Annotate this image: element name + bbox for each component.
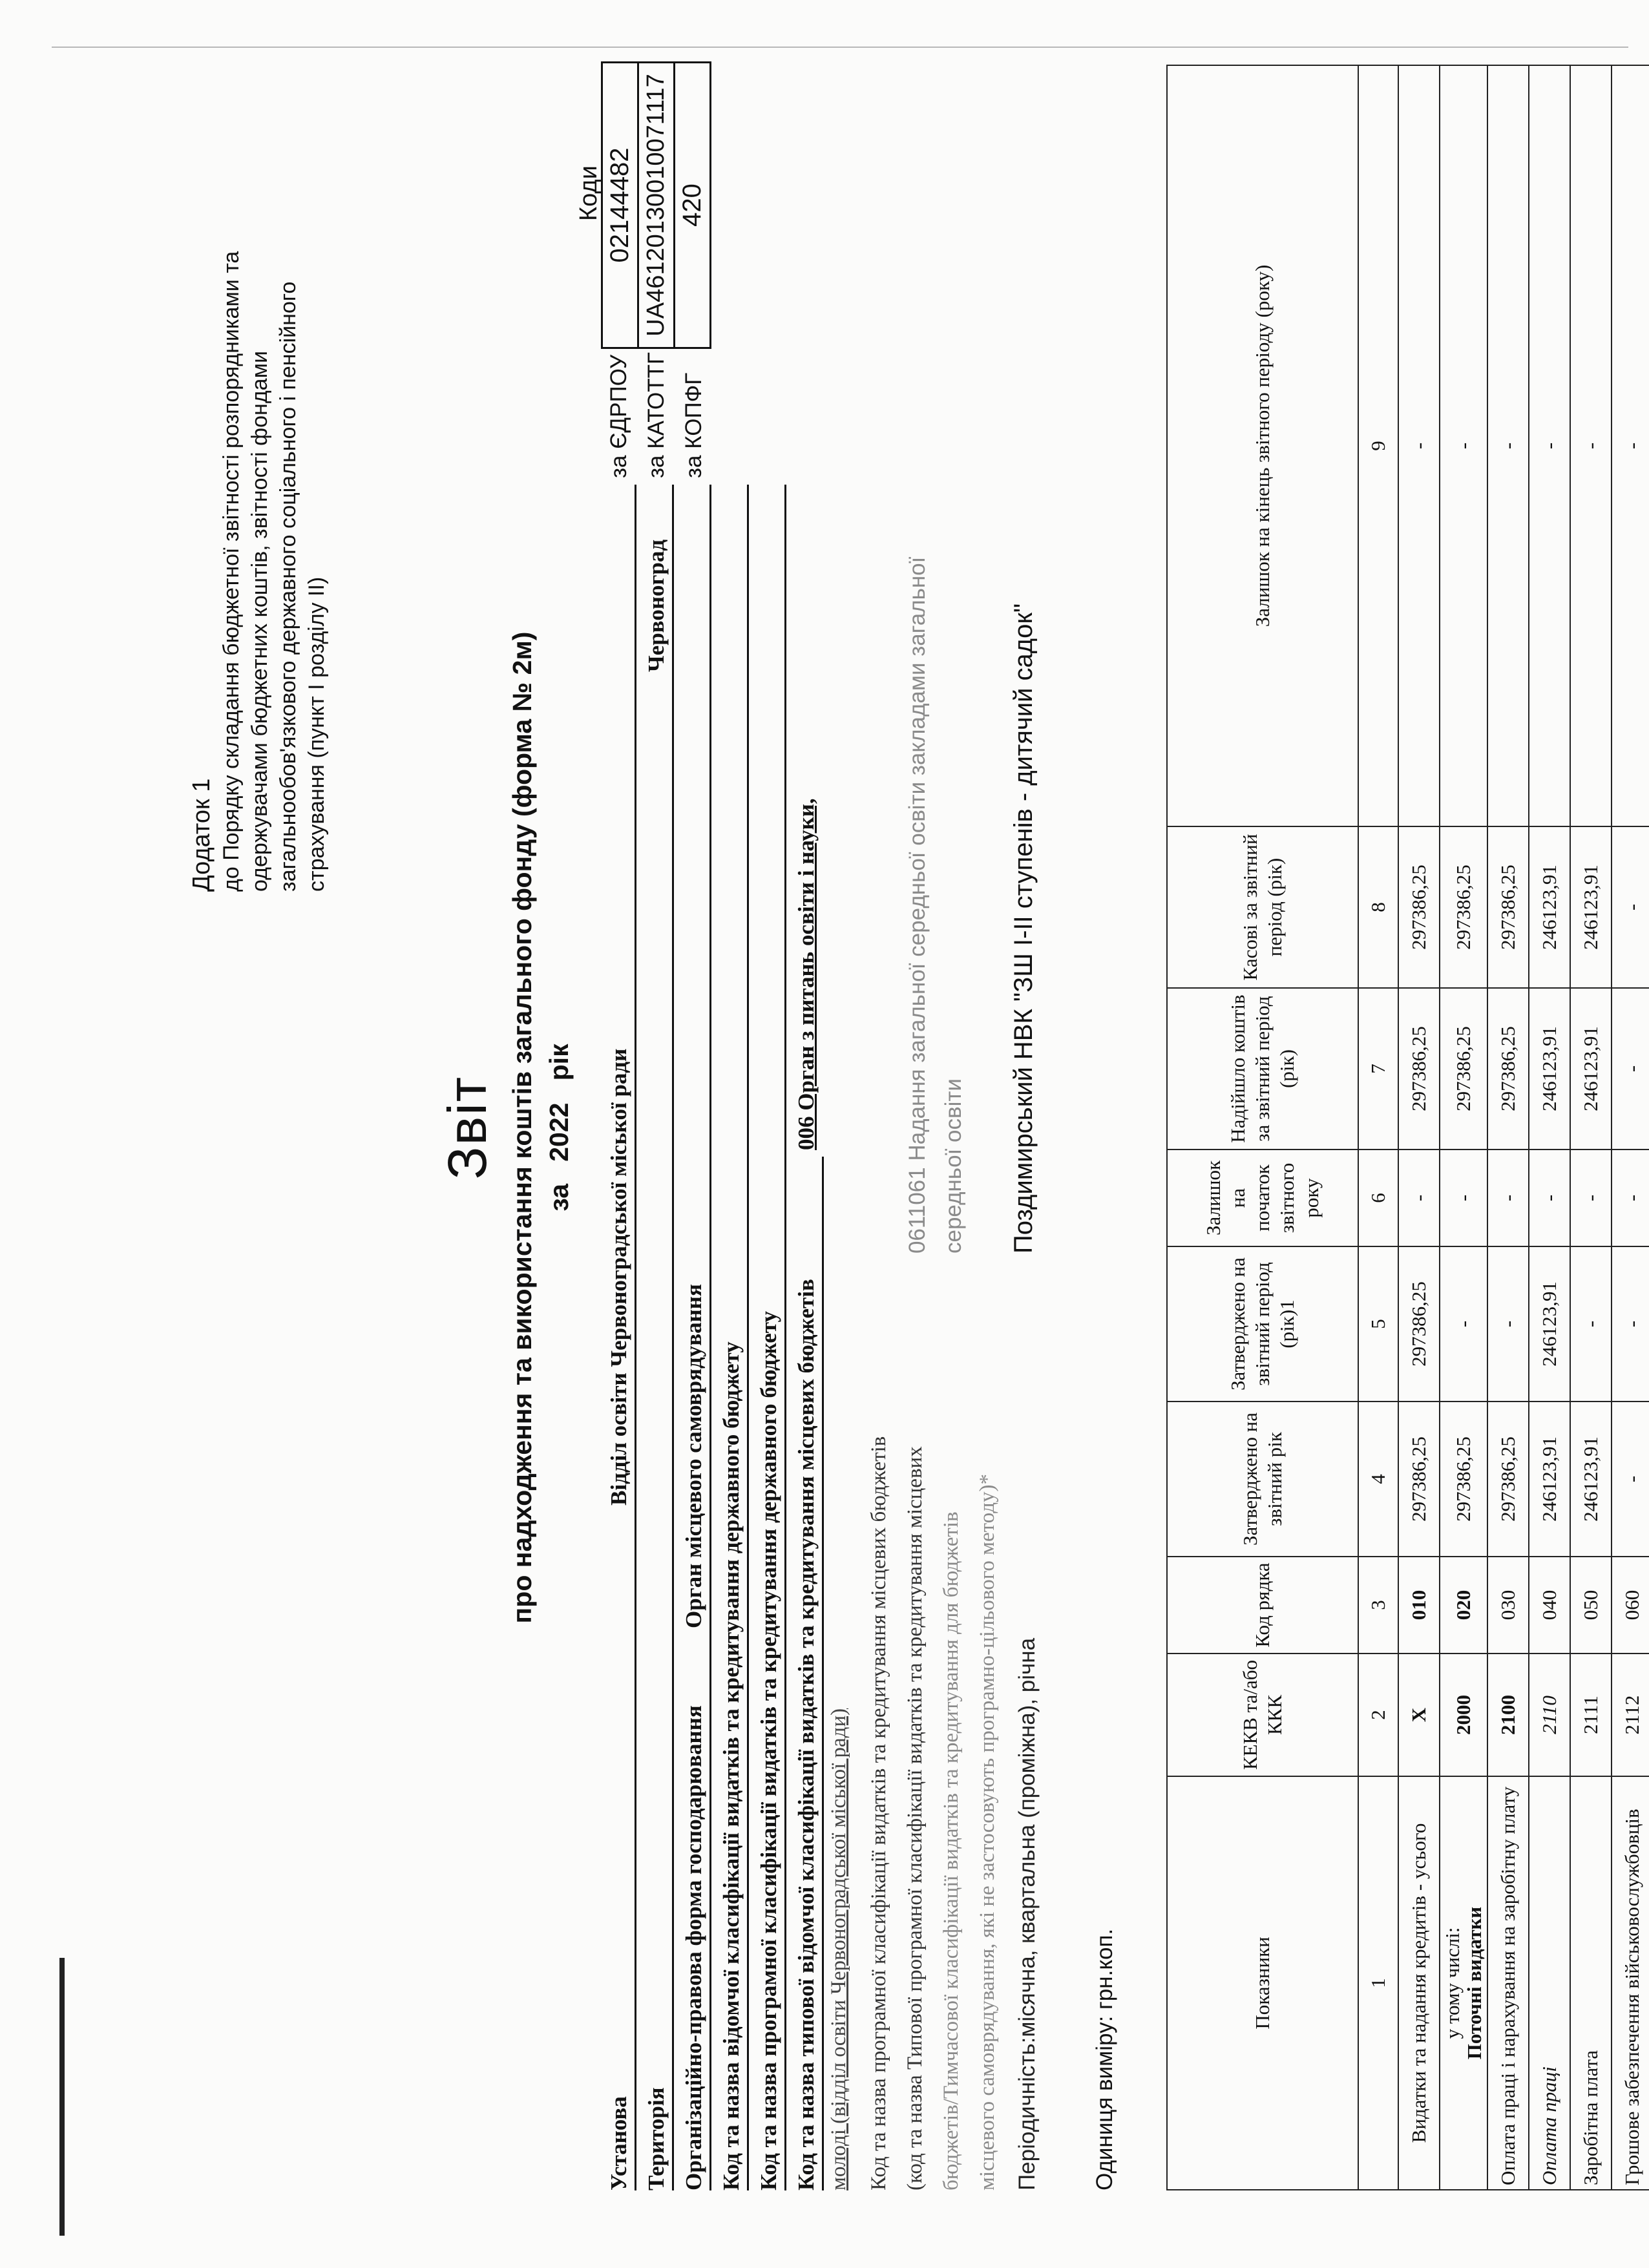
underline (784, 485, 786, 2190)
table-row (1440, 65, 1487, 2190)
rotated-document (84, 45, 1649, 2210)
typical-dept-label: Код та назва типової відомчої класифікації видатків та кредитування місцевих бюджетів (793, 1279, 819, 2190)
scan-binding-mark (59, 1958, 65, 2236)
row-code: 050 (1570, 1557, 1612, 1654)
row-kekv: 2100 (1487, 1654, 1529, 1776)
row-name: Грошове забезпечення військовослужбовців (1612, 1776, 1649, 2190)
addendum-title: Додаток 1 (188, 778, 215, 892)
col-header: Залишок на початок звітного року (1167, 1150, 1358, 1246)
program-label-line3: бюджетів/Тимчасової класифікації видатків та кредитування для бюджетів (940, 1511, 963, 2190)
row-value: - (1440, 1246, 1487, 1402)
row-value: - (1440, 65, 1487, 826)
col-number: 2 (1358, 1654, 1398, 1776)
row-value: 297386,25 (1440, 826, 1487, 988)
row-value: 297386,25 (1440, 988, 1487, 1150)
row-kekv: 2110 (1529, 1654, 1570, 1776)
col-number: 9 (1358, 65, 1398, 826)
row-code: 060 (1612, 1557, 1649, 1654)
row-value: 246123,91 (1570, 1402, 1612, 1557)
underline (635, 485, 636, 2190)
row-value: 297386,25 (1487, 826, 1529, 988)
table-row (1487, 65, 1529, 2190)
col-header: Код рядка (1167, 1557, 1358, 1654)
program-code-label: Код та назва програмної класифікації видатків та кредитування державного бюджету (756, 1310, 781, 2190)
table-row (1612, 65, 1649, 2190)
col-header: Касові за звітний період (рік) (1167, 826, 1358, 988)
col-number: 7 (1358, 988, 1398, 1150)
table-row (1398, 65, 1440, 2190)
row-value: 297386,25 (1487, 1402, 1529, 1557)
row-kekv: 2000 (1440, 1654, 1487, 1776)
addendum-line: страхування (пункт I розділу II) (304, 576, 329, 892)
territory-label: Територія (644, 2087, 669, 2190)
underline (672, 485, 674, 2190)
row-value: 246123,91 (1529, 1402, 1570, 1557)
table-row (1570, 65, 1612, 2190)
row-value: - (1570, 65, 1612, 826)
table-row (1529, 65, 1570, 2190)
column-number-row (1358, 65, 1398, 2190)
col-number: 1 (1358, 1776, 1398, 2190)
col-number: 6 (1358, 1150, 1398, 1246)
row-value: 246123,91 (1529, 826, 1570, 988)
code-label-katottg: за КАТОТТГ (644, 352, 669, 478)
col-header: Залишок на кінець звітного періоду (року) (1167, 65, 1358, 826)
table-header-row (1167, 65, 1358, 2190)
row-value: 297386,25 (1398, 1246, 1440, 1402)
report-period (544, 45, 574, 2210)
row-name (1440, 1776, 1487, 2190)
recipient: Поздимирський НВК "ЗШ І-ІІ ступенів - дитячий садок" (1009, 603, 1038, 1254)
row-value: 246123,91 (1570, 826, 1612, 988)
row-value: 297386,25 (1398, 1402, 1440, 1557)
institution-label: Установа (606, 2096, 631, 2190)
period-prefix: за (544, 1183, 574, 1212)
row-value: 297386,25 (1398, 988, 1440, 1150)
codes-header: Коди (575, 165, 602, 221)
row-code: 040 (1529, 1557, 1570, 1654)
row-name: Оплата праці (1529, 1776, 1570, 2190)
code-label-edrpou: за ЄДРПОУ (606, 354, 631, 478)
legal-form-label: Організаційно-правова форма господарювання (681, 1705, 706, 2190)
dept-code-label: Код та назва відомчої класифікації видатків та кредитування державного бюджету (719, 1341, 744, 2190)
row-value: 297386,25 (1440, 1402, 1487, 1557)
col-header: КЕКВ та/або ККК (1167, 1654, 1358, 1776)
underline (709, 485, 711, 2190)
row-value: - (1612, 1150, 1649, 1246)
row-value: - (1398, 65, 1440, 826)
underline (747, 485, 749, 2190)
territory-value: Червоноград (644, 539, 669, 672)
row-value: - (1612, 65, 1649, 826)
code-value-edrpou: 02144482 (602, 63, 638, 348)
row-name: Видатки та надання кредитів - усього (1398, 1776, 1440, 2190)
col-number: 8 (1358, 826, 1398, 988)
addendum-line: до Порядку складання бюджетної звітності розпорядниками та (219, 251, 244, 892)
program-label-line4: місцевого самоврядування, які не застосовують програмно-цільового методу)* (976, 1474, 999, 2190)
report-title: Звіт (437, 1075, 498, 1180)
row-code: 020 (1440, 1557, 1487, 1654)
underline (822, 1157, 824, 2190)
row-name: Заробітна плата (1570, 1776, 1612, 2190)
row-value: - (1440, 1150, 1487, 1246)
row-name-main: Поточні видатки (1463, 1906, 1486, 2060)
col-number: 4 (1358, 1402, 1398, 1557)
program-value-cont: середньої освіти (941, 1078, 966, 1254)
row-value: 297386,25 (1487, 988, 1529, 1150)
typical-dept-value: 006 Орган з питань освіти і науки, (793, 798, 819, 1150)
row-value: 246123,91 (1529, 1246, 1570, 1402)
row-value: - (1487, 1246, 1529, 1402)
legal-form-value: Орган місцевого самоврядування (681, 1284, 706, 1628)
col-header: Надійшло коштів за звітний період (рік) (1167, 988, 1358, 1150)
col-header: Показники (1167, 1776, 1358, 2190)
row-value: - (1487, 65, 1529, 826)
row-value: - (1612, 826, 1649, 988)
program-label-line2: (код та назва Типової програмної класифікації видатків та кредитування місцевих (903, 1446, 927, 2190)
row-value: - (1529, 65, 1570, 826)
row-value: - (1398, 1150, 1440, 1246)
report-subtitle: про надходження та використання коштів загального фонду (форма № 2м) (507, 631, 537, 1624)
col-number: 5 (1358, 1246, 1398, 1402)
row-kekv: 2111 (1570, 1654, 1612, 1776)
row-value: - (1570, 1246, 1612, 1402)
row-code: 010 (1398, 1557, 1440, 1654)
addendum-line: загальнообов'язкового державного соціального і пенсійного (276, 281, 300, 892)
period-suffix: рік (544, 1044, 574, 1081)
period-year: 2022 (544, 1102, 574, 1162)
institution-value: Відділ освіти Червоноградської міської ради (606, 1048, 631, 1506)
row-name-prefix: у тому числі: (1441, 1927, 1464, 2039)
row-value: - (1612, 1246, 1649, 1402)
row-value: 246123,91 (1529, 988, 1570, 1150)
row-value: - (1612, 988, 1649, 1150)
program-value: 0611061 Надання загальної середньої освіти закладами загальної (905, 556, 930, 1254)
row-kekv: 2112 (1612, 1654, 1649, 1776)
code-value-kopfg: 420 (675, 63, 711, 348)
code-value-katottg: UA46120130010071117 (638, 63, 675, 348)
row-code: 030 (1487, 1557, 1529, 1654)
addendum-line: одержувачами бюджетних коштів, звітності фондами (247, 351, 272, 892)
col-header: Затверджено на звітний період (рік)1 (1167, 1246, 1358, 1402)
row-value: - (1529, 1150, 1570, 1246)
row-value: 246123,91 (1570, 988, 1612, 1150)
codes-table (601, 61, 711, 349)
row-value: 297386,25 (1398, 826, 1440, 988)
periodicity: Періодичність:місячна, квартальна (проміжна), річна (1014, 1637, 1040, 2190)
col-header: Затверджено на звітний рік (1167, 1402, 1358, 1557)
report-table (1166, 65, 1649, 2190)
row-value: - (1487, 1150, 1529, 1246)
addendum-note (187, 71, 331, 892)
row-name: Оплата праці і нарахування на заробітну плату (1487, 1776, 1529, 2190)
col-number: 3 (1358, 1557, 1398, 1654)
program-label: Код та назва програмної класифікації видатків та кредитування місцевих бюджетів (867, 1436, 890, 2190)
unit-of-measure: Одиниця виміру: грн.коп. (1092, 1928, 1117, 2190)
row-kekv: X (1398, 1654, 1440, 1776)
row-value: - (1612, 1402, 1649, 1557)
typical-dept-value-cont: молоді (відділ освіти Червоноградської міської ради) (827, 1708, 850, 2190)
code-label-kopfg: за КОПФГ (681, 372, 706, 478)
row-value: - (1570, 1150, 1612, 1246)
